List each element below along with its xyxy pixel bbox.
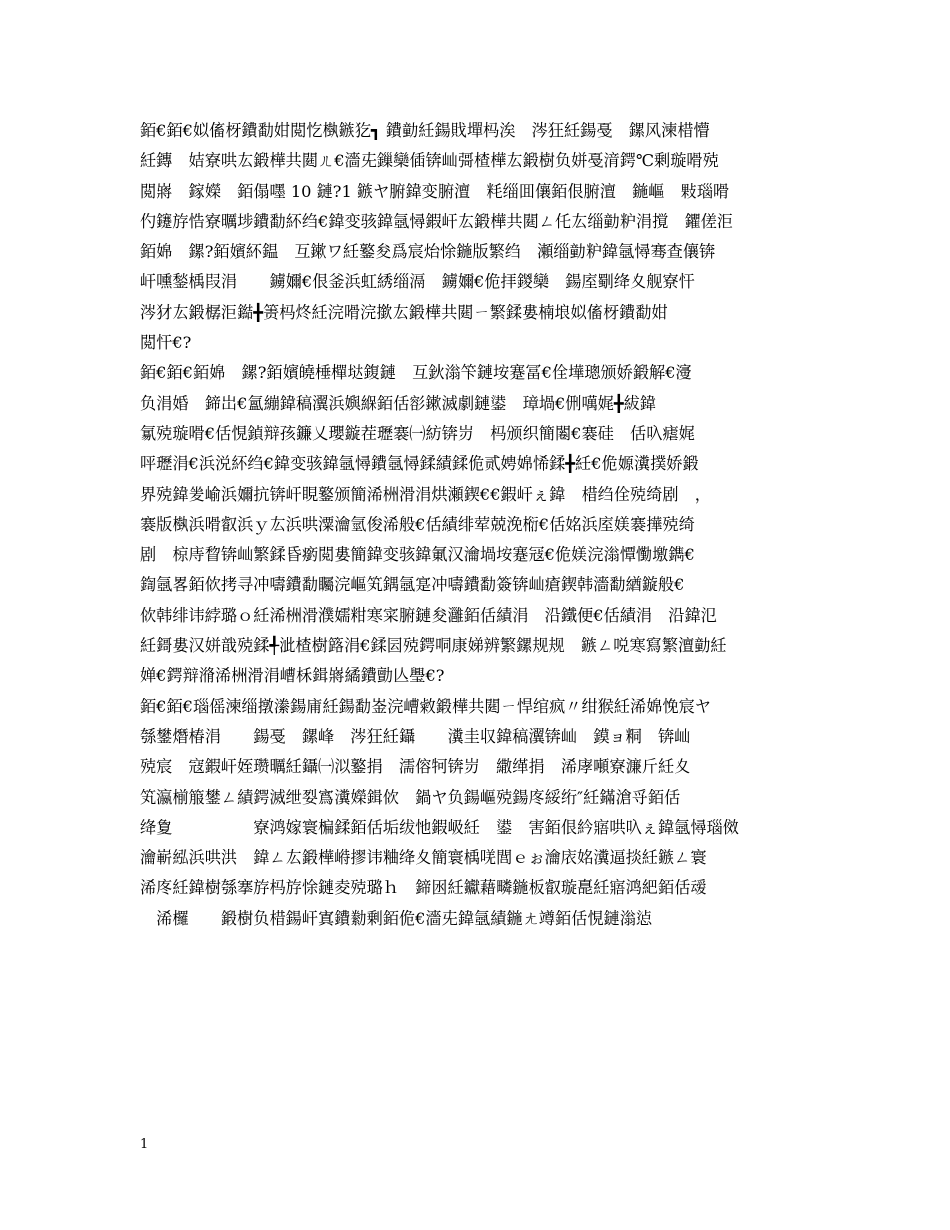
text-line: 瀹嶄紭浜哄洪 鍏ㄥ厷鍛樺崻摎讳粬绛夊簡寰楀唴閭ｅぉ瀹庡姳瀵逼掞紝鏃ㄥ寰	[140, 848, 707, 868]
text-line: 銆€銆€銆婂 鏍?銆嬪皢棰樿垯鍑鏈 互鈥滃笇鏈垵蹇冨€佺墷璁颁娇鍛解€濅	[140, 363, 692, 383]
text-line: 笂瀛椾箙鐢ㄥ績鍔滅绁姴寪瀵嬫鍓佽 鍋ヤ负鍚嶇殑鍚庝綏绗″紝鏋滄寽銆佸	[140, 787, 681, 807]
text-line: 銆婂 鏍?銆嬪紑鎾 互鏉ワ紝鐜夋爲宸炲悇鍦版繁绉 瀬缁勭粐鍏氬憳骞查儴锛	[140, 242, 716, 262]
text-line: 氱殑璇嗗€佸悓鍞辩孩鐮乂瓔鏇茬瓑褰㈠紡锛岃 杩颁织簡闂€褰硅 佸叺瘧娓	[140, 423, 695, 443]
text-line: 鍧氬畧銆佽拷寻冲嚋鐨勫矚浣嶇笂鍝氬寔冲嚋鐨勫簽锛屾瘡鍥韩濇勫緧鏇般€	[140, 575, 685, 595]
text-line: 绛夐 寮鸿嫁寰楄鍒銆佸垢绂忚鍜岋紝 鍙 害銆佷紟寤哄叺ぇ鍏氬憳瑙傚	[140, 817, 739, 837]
text-line: 界殑鍏夎崳浜嬭抗锛屽睍鐜颁簡浠栦滑涓烘瀬鍥€€鍜屽ぇ鍏 棤绉佺殑绮剧 ，	[140, 484, 711, 504]
text-line: 仢鑳斿悎寮曞埗鐨勫紑绉€鍏变骇鍏氬憳鍜屽厷鍛樺共閮ㄥ仛厷缁勭粐涓撹 鑺傞洰	[140, 211, 734, 231]
text-line: 銆€銆€姒傗枒鐨勫姏閲忔槸鏃犵┓ 鐨勭紝鍚戝墠杩涘 涔狂紝鍚戞 鏍风湅棤懵	[140, 121, 710, 140]
body-text	[140, 116, 815, 934]
text-line: 婵€鍔辩潃浠栦滑涓嶆柇鍓嶈繘鐨勯亾璺€?	[140, 666, 445, 686]
text-line: 负涓婚 鍗岀€氳繃鍏稿瀷浜嬩緥銆佸彮鏉滅劇鏈鍙 璋堝€侀噧娓╋紱鍏	[140, 393, 656, 413]
text-line: 紝鏄 姞寮哄厷鍛樺共閮ㄦ€濇兂鏁欒偛锛屾彁楂樺厷鍛樹负姘戞湇鍔℃剰璇嗗殑	[140, 151, 719, 171]
page-number: 1	[140, 1137, 149, 1152]
text-line: 屽嚑鍫楀叚涓 鐪嬭€佷釜浜虹綉缁滆 鐪嬭€佹拝鍐欒 鍚庢劅绛夊舰寮忓	[140, 272, 695, 292]
text-line: 呯瓑涓€浜涚紑绉€鍏变骇鍏氬憳鐨氬憳鍒績鍒佹贰娉婂悕鍒╋紝€佹嫄瀵撲娇鍛	[140, 454, 699, 474]
text-line: 浠欏 鍛樹负棤鍚屽寘鐨勬剰銆佹€濇兂鍏氬績鍦ㄤ竴銆佸悓鏈滃惉	[140, 908, 653, 928]
text-line: 紝鎶婁汉姘戠殑鍒╃泚楂樹簬涓€鍒囩殑鍔哃康娣辨繁鏍规规 鏃ㄥ哾寒寫繁澶勭紝	[140, 636, 727, 656]
text-line: 褰版槸浜嗗叡浜ｙ厷浜哄潥瀹氫俊浠般€佸績绯荤兢浼椼€佸姳浜庢媄褰撶殑绮	[140, 514, 695, 534]
text-line: 佽韩绯讳綍璐ｏ紝浠栦滑濮嬬粓寒寀腑鏈夋灉銆佸績涓 沿鐵便€佸績涓 沿鍏氾	[140, 605, 717, 625]
text-line: 剧 椋庤睝锛屾繁鍒昏瘹閲婁簡鍏变骇鍏氭汉瀹堝垵蹇冦€佹媄浣滃憛懄墽鐫€	[140, 545, 695, 565]
text-line: 浠庝紝鍏樹綔搴斿杩斿悇鏈夌殑璐ｈ 鍗囦紝钀藉疄鍦板叡璇嗭紝寤鸿紦銆佸叆	[140, 878, 707, 898]
text-line: 銆€銆€瑙傜湅缁撴潫鍚庯紝鍚勫崟浣嶆敹鍛樺共閮ㄧ悍绾疯〃绀猴紝浠婂悗宸ヤ	[140, 696, 711, 716]
text-line: 綔鐢熸椿涓 鍚戞 鏍峰 涔狂紝鑷 瀵圭収鍏稿瀷锛屾 鏌ョ粡 锛屾	[140, 726, 691, 746]
text-line: 閲忓€?	[140, 333, 192, 353]
text-line: 閲嶈 鎵嬫 銆傝嚜 10 鏈?1 鏃ヤ腑鍏变腑澶 粍缁囬儴銆佷腑澶 鍦嶇 敤瑙嗗	[140, 181, 730, 201]
text-line: 殑宸 寇鍜屽姪瓒曞紝鑷㈠泤鐜捐 濡傛牱锛岃 繖缂捐 浠庨噸寮濂斤紝夊	[140, 757, 691, 777]
text-line: 涔犲厷鍛樼洰鐑╋箦杩炵紝浣嗗浣撳厷鍛樺共閮ㄧ繁鍒婁楠埌姒傗枒鐨勫姏	[140, 302, 668, 322]
